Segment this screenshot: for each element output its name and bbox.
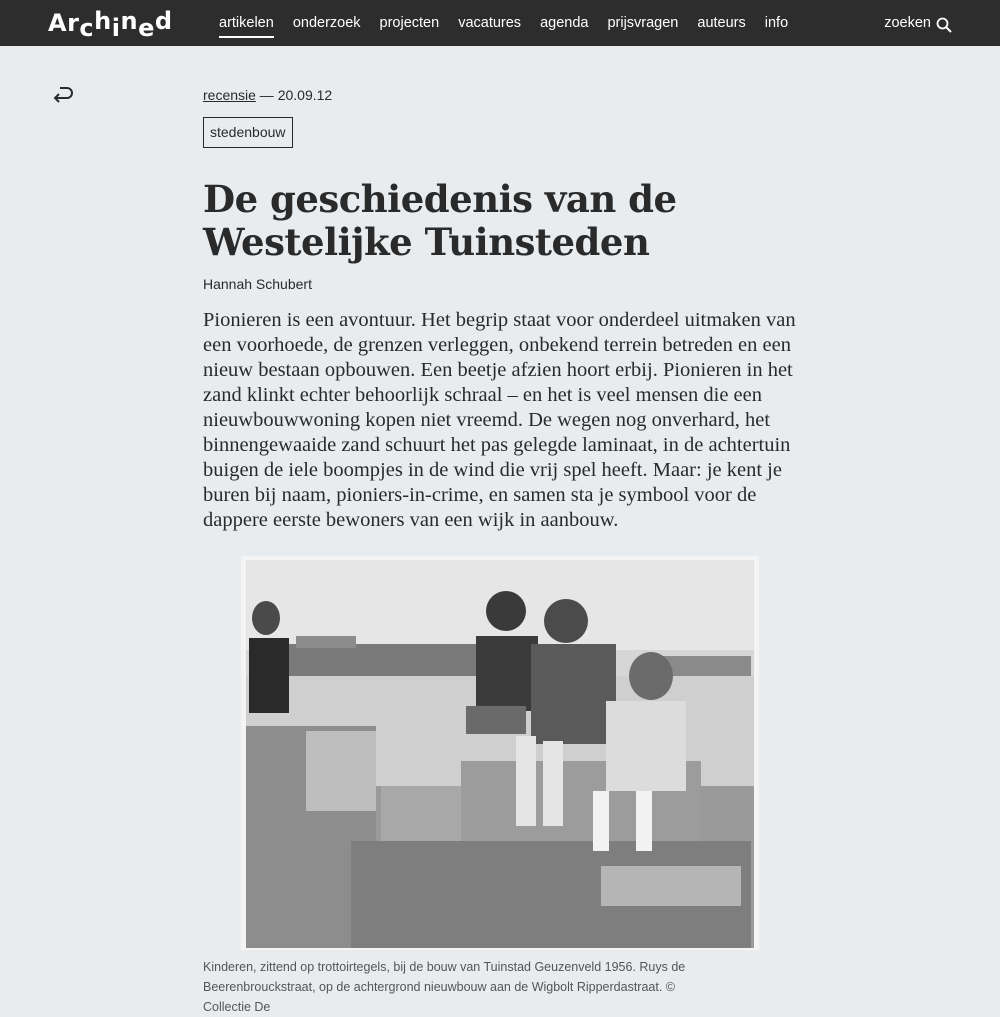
nav-item-auteurs[interactable]: auteurs — [697, 15, 746, 31]
nav-item-info[interactable]: info — [764, 15, 789, 31]
meta-separator: — — [255, 87, 278, 103]
logo-part: Ar — [48, 9, 80, 37]
nav-item-vacatures[interactable]: vacatures — [458, 15, 522, 31]
nav-item-projecten[interactable]: projecten — [379, 15, 440, 31]
photo-caption: Kinderen, zittend op trottoirtegels, bij de bouw van Tuinstad Geuzenveld 1956. Ruys de Beerenbrouckstraat, op de achtergrond nieuwbouw aan de Wigbolt Ripperdastraat. © Collectie De — [203, 960, 686, 1014]
article-date: 20.09.12 — [277, 87, 333, 103]
search-button[interactable] — [884, 0, 952, 46]
search-label: zoeken — [884, 15, 931, 31]
logo-part: h — [94, 7, 112, 35]
article-author[interactable]: Hannah Schubert — [203, 276, 312, 292]
nav-item-artikelen[interactable]: artikelen — [219, 0, 274, 46]
article-meta — [203, 87, 332, 103]
article-photo — [241, 556, 759, 950]
archined-logo[interactable] — [48, 6, 173, 40]
logo-part: e — [138, 14, 155, 42]
tag-stedenbouw[interactable]: stedenbouw — [203, 117, 293, 148]
logo-part: n — [120, 7, 139, 35]
nav-item-prijsvragen[interactable]: prijsvragen — [607, 15, 679, 31]
category-link[interactable]: recensie — [203, 87, 256, 103]
logo-part: d — [154, 7, 173, 35]
logo-part: i — [111, 14, 121, 42]
top-navigation-bar — [0, 0, 1000, 46]
article-title: De geschiedenis van de Westelijke Tuinsteden — [203, 177, 677, 264]
article-lead: Pionieren is een avontuur. Het begrip staat voor onderdeel uitmaken van een voorhoede, de grenzen verleggen, onbekend terrein betreden en een nieuw bestaan opbouwen. Een beetje afzien hoort erbij. Pionieren in het zand klinkt echter behoorlijk schraal – en het is veel mensen die een nieuwbouwwoning kopen niet vreemd. De wegen nog onverhard, het binnengewaaide zand schuurt het pas gelegde laminaat, in de achtertuin buigen de iele boompjes in de wind die vrij spel heeft. Maar: je kent je buren bij naam, pioniers-in-crime, en samen sta je symbool voor de dappere eerste bewoners van een wijk in aanbouw. — [203, 309, 796, 531]
logo-part: c — [79, 14, 95, 42]
back-arrow-icon[interactable] — [52, 86, 74, 106]
nav-item-onderzoek[interactable]: onderzoek — [292, 15, 361, 31]
nav-item-agenda[interactable]: agenda — [540, 15, 589, 31]
main-nav — [219, 0, 807, 46]
search-icon — [936, 17, 952, 33]
